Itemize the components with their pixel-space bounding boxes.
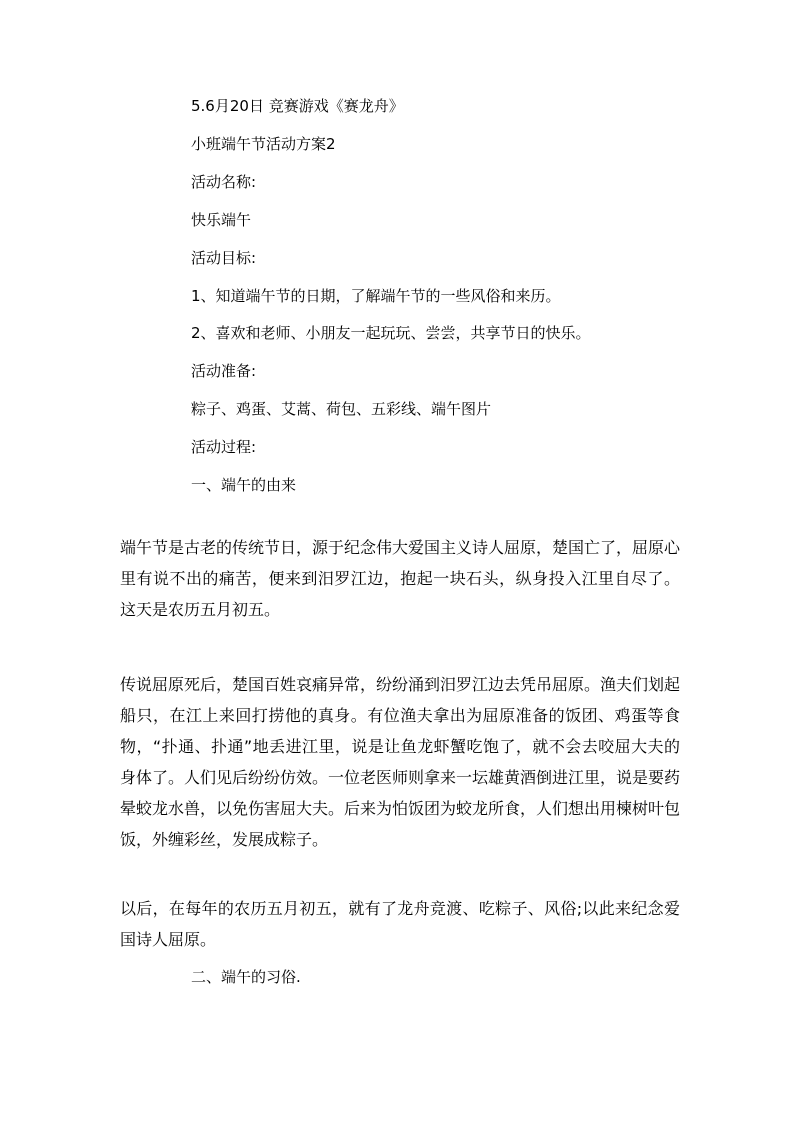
activity-goals-label: 活动目标:	[191, 249, 257, 267]
activity-process-label: 活动过程:	[191, 438, 257, 456]
activity-name-label: 活动名称:	[191, 173, 257, 191]
section-heading-origin: 一、端午的由来	[191, 476, 297, 494]
activity-item-dragon-boat: 5.6月20日 竞赛游戏《赛龙舟》	[191, 97, 404, 115]
paragraph-legend: 传说屈原死后，楚国百姓哀痛异常，纷纷涌到汨罗江边去凭吊屈原。渔夫们划起船只，在江上来回打捞他的真身。有位渔夫拿出为屈原准备的饭团、鸡蛋等食物，“扑通、扑通”地丢进江里，说是让鱼龙虾蟹吃饱了，就不会去咬屈大夫的身体了。人们见后纷纷仿效。一位老医师则拿来一坛雄黄酒倒进江里，说是要药晕蛟龙水兽，以免伤害屈大夫。后来为怕饭团为蛟龙所食，人们想出用楝树叶包饭，外缠彩丝，发展成粽子。	[120, 675, 681, 849]
activity-goal-2: 2、喜欢和老师、小朋友一起玩玩、尝尝，共享节日的快乐。	[191, 324, 591, 342]
activity-goal-1: 1、知道端午节的日期，了解端午节的一些风俗和来历。	[191, 287, 561, 305]
paragraph-origin: 端午节是古老的传统节日，源于纪念伟大爱国主义诗人屈原，楚国亡了，屈原心里有说不出的痛苦，便来到汨罗江边，抱起一块石头，纵身投入江里自尽了。 这天是农历五月初五。	[120, 538, 681, 619]
paragraph-commemoration: 以后，在每年的农历五月初五，就有了龙舟竞渡、吃粽子、风俗;以此来纪念爱国诗人屈原。	[120, 899, 680, 949]
section-heading-customs: 二、端午的习俗.	[191, 968, 301, 986]
activity-name-value: 快乐端午	[191, 211, 252, 229]
plan-title: 小班端午节活动方案2	[191, 135, 336, 153]
activity-preparation-label: 活动准备:	[191, 362, 257, 380]
activity-preparation-items: 粽子、鸡蛋、艾蒿、荷包、五彩线、端午图片	[191, 400, 492, 418]
